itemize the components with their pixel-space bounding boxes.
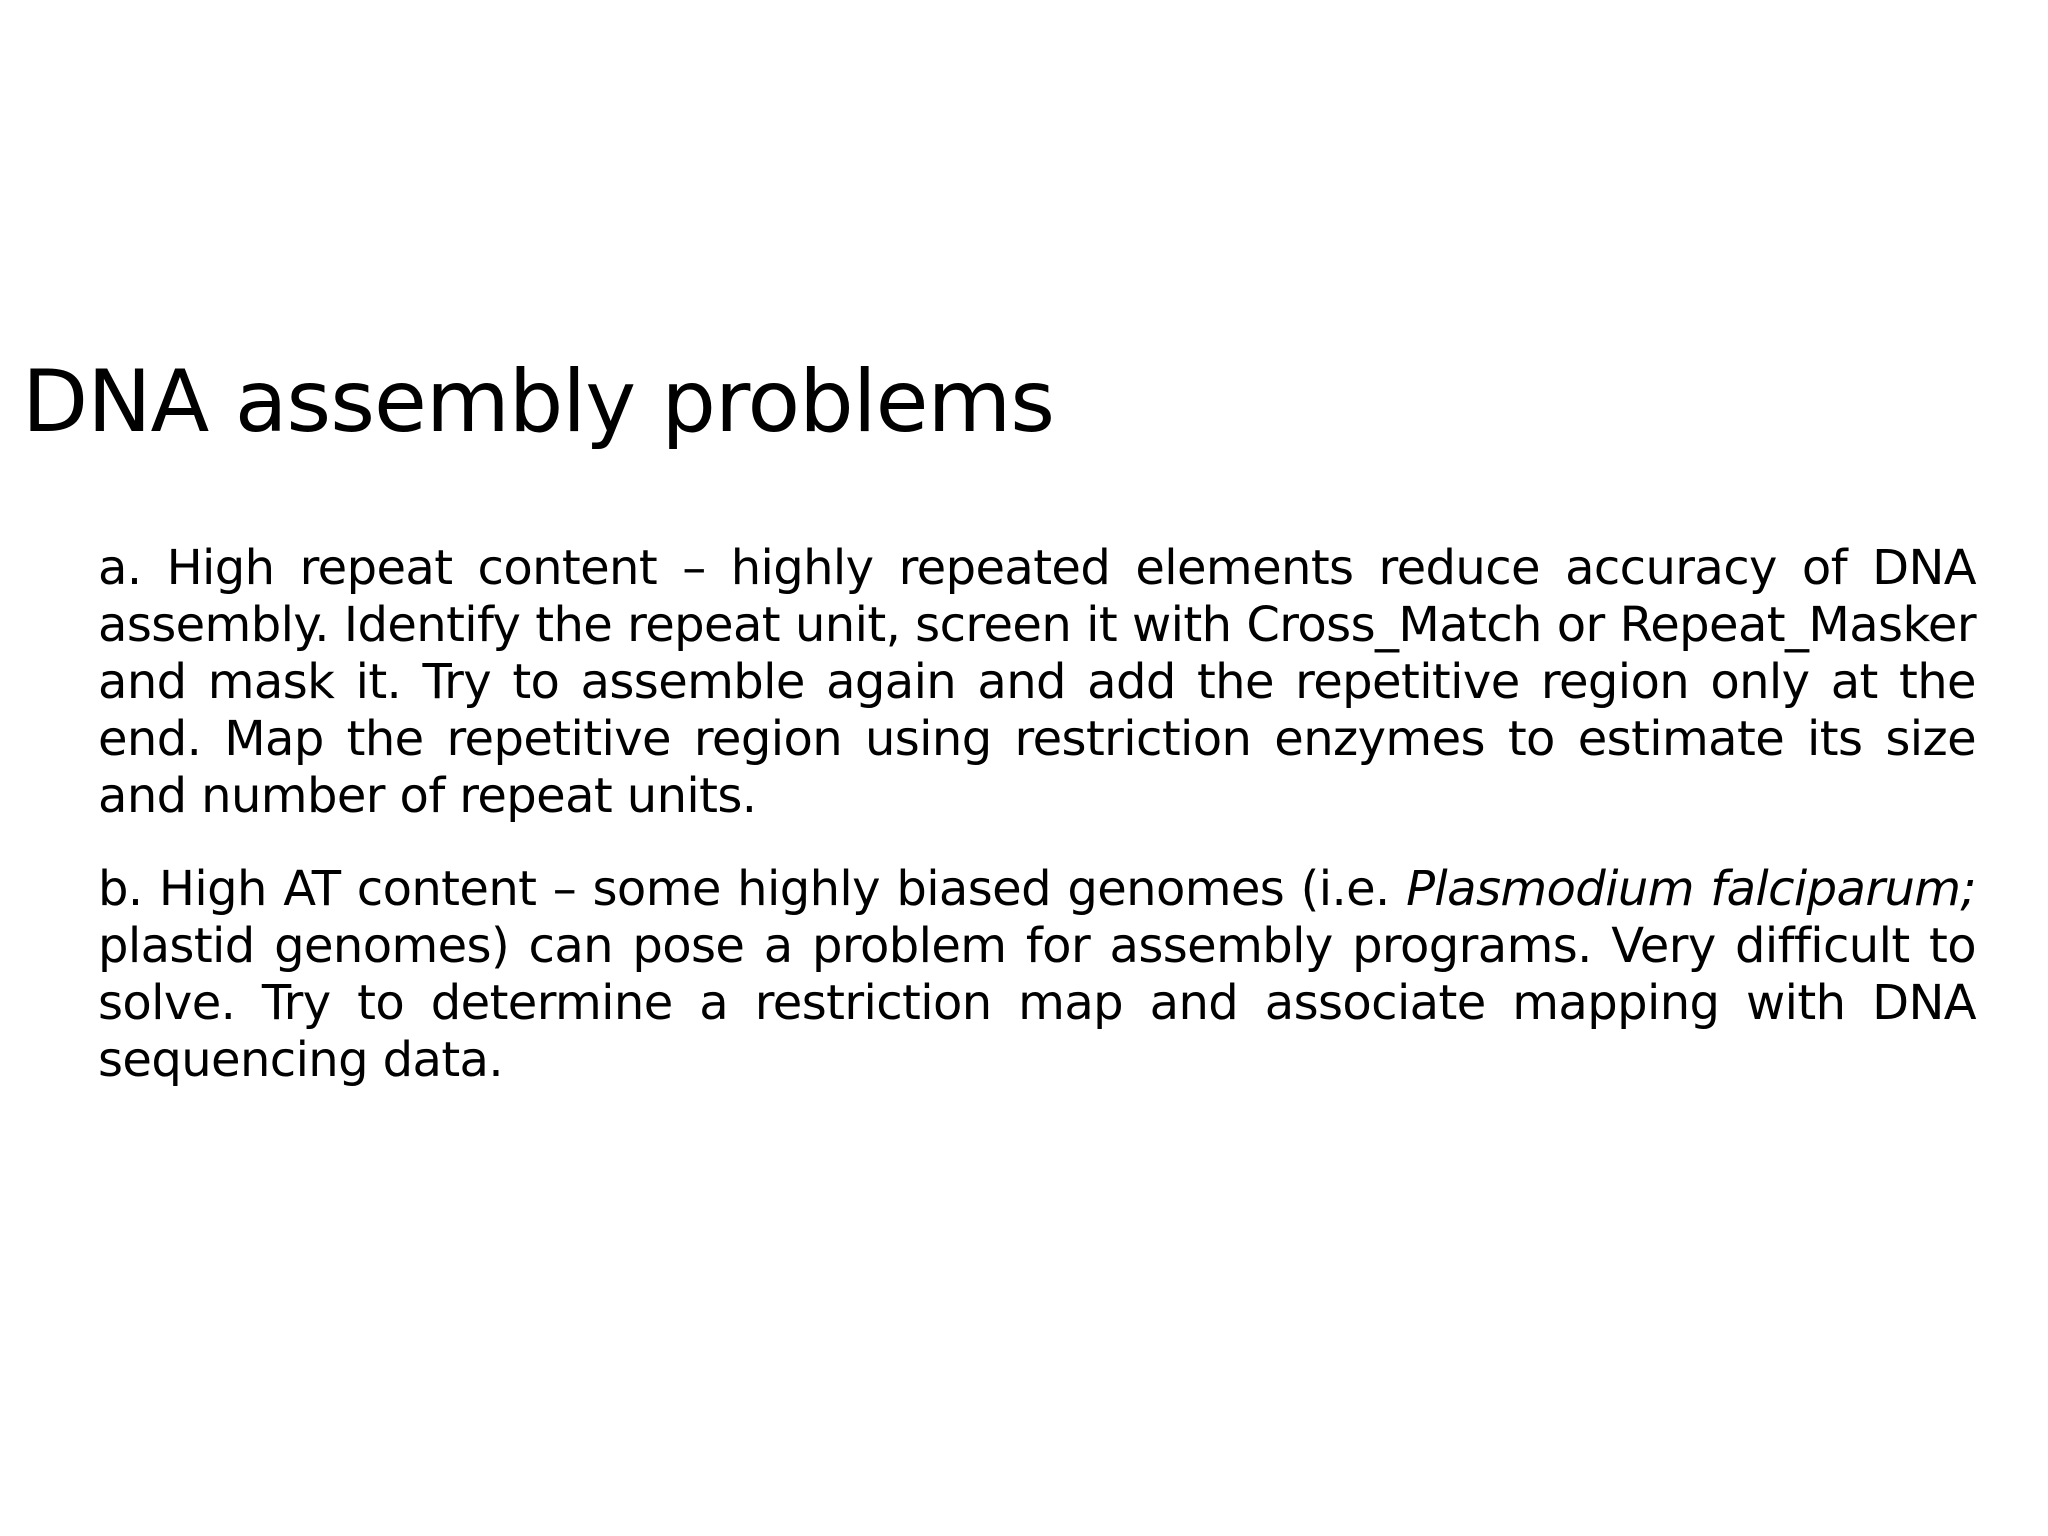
paragraph-repeat-content: a. High repeat content – highly repeated elements reduce accuracy of DNA assembly. Identify the repeat unit, screen it with Cross_Match or Repeat_Masker and mask it. Try to assemble again and add the repetitive region only at the end. Map the repetitive region using restriction enzymes to estimate its size and number of repeat units. bbox=[98, 540, 1976, 824]
paragraph-at-content-rest: plastid genomes) can pose a problem for assembly programs. Very difficult to solve. Try to determine a restriction map and associate mapping with DNA sequencing data. bbox=[98, 918, 1976, 1088]
paragraph-at-content-lead: b. High AT content – some highly biased genomes (i.e. bbox=[98, 861, 1407, 917]
species-name-italic: Plasmodium falciparum; bbox=[1406, 861, 1977, 917]
paragraph-at-content bbox=[98, 861, 1976, 1089]
slide-title: DNA assembly problems bbox=[22, 352, 1055, 452]
slide-body bbox=[98, 540, 1976, 1125]
